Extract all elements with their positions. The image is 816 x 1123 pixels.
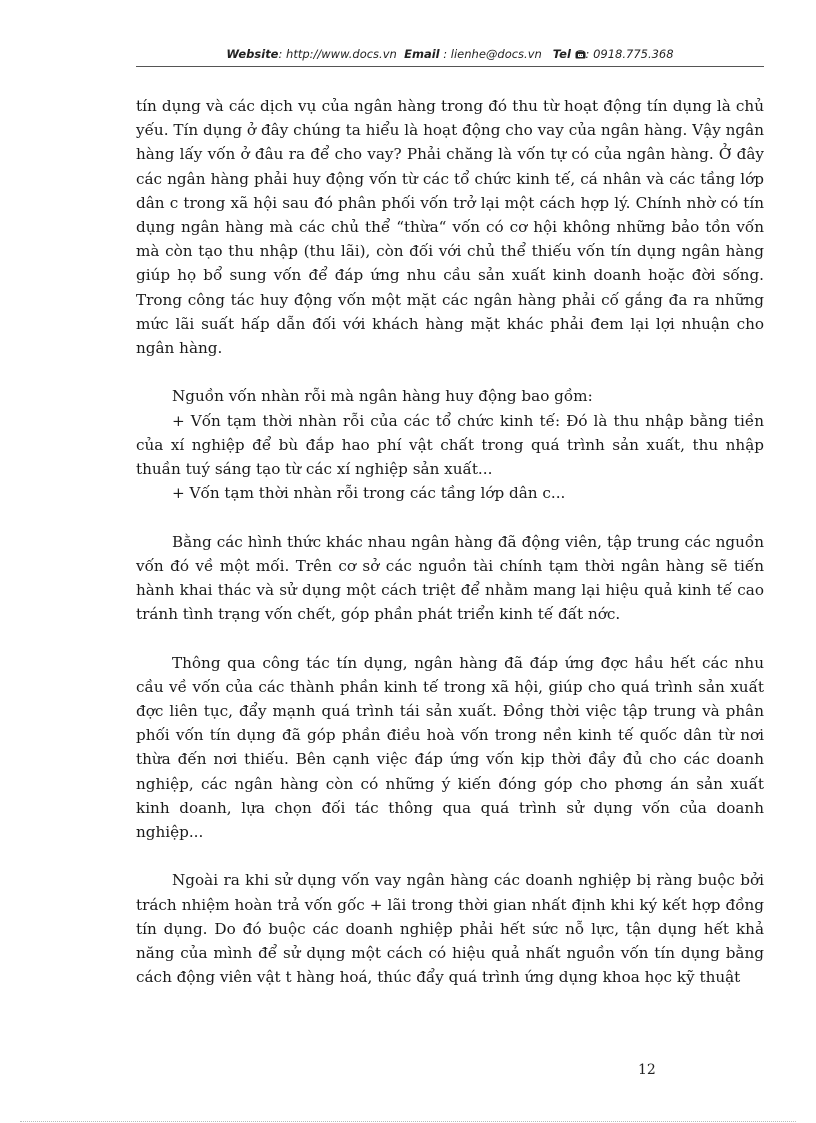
phone-icon [575, 48, 586, 62]
paragraph-1: tín dụng và các dịch vụ của ngân hàng trong đó thu từ hoạt động tín dụng là chủ yếu. Tín dụng ở đây chúng ta hiểu là hoạt động cho vay của ngân hàng. Vậy ngân hàng lấy vốn ở đâu ra để cho vay? Phải chăng là vốn tự có của ngân hàng. Ở đây các ngân hàng phải huy động vốn từ các tổ chức kinh tế, cá nhân và các tầng lớp dân c trong xã hội sau đó phân phối vốn trở lại một cách hợp lý. Chính nhờ có tín dụng ngân hàng mà các chủ thể “thừa“ vốn có cơ hội không những bảo tồn vốn mà còn tạo thu nhập (thu lãi), còn đối với chủ thể thiếu vốn tín dụng ngân hàng giúp họ bổ sung vốn để đáp ứng nhu cầu sản xuất kinh doanh hoặc đời sống. Trong công tác huy động vốn một mặt các ngân hàng phải cố gắng đa ra những mức lãi suất hấp dẫn đối với khách hàng mặt khác phải đem lại lợi nhuận cho ngân hàng. [136, 97, 764, 358]
paragraph-2: Nguồn vốn nhàn rỗi mà ngân hàng huy động bao gồm: [172, 387, 593, 406]
email-label: Email [404, 47, 440, 61]
paragraph-5: Bằng các hình thức khác nhau ngân hàng đã động viên, tập trung các nguồn vốn đó về một mối. Trên cơ sở các nguồn tài chính tạm thời ngân hàng sẽ tiến hành khai thác và sử dụng một cách triệt để nhằm mang lại hiệu quả kinh tế cao tránh tình trạng vốn chết, góp phần phát triển kinh tế đất nớc. [136, 532, 764, 624]
paragraph-3: + Vốn tạm thời nhàn rỗi của các tổ chức kinh tế: Đó là thu nhập bằng tiền của xí nghiệp để bù đắp hao phí vật chất trong quá trình sản xuất, thu nhập thuần tuý sáng tạo từ các xí nghiệp sản xuất... [136, 411, 764, 479]
page-header [136, 47, 764, 62]
page-number: 12 [638, 1062, 656, 1078]
paragraph-4: + Vốn tạm thời nhàn rỗi trong các tầng lớp dân c... [172, 484, 566, 503]
page-body [136, 94, 764, 1014]
website-value: : http://www.docs.vn [278, 47, 397, 61]
email-value: : lienhe@docs.vn [443, 47, 542, 61]
header-rule [136, 66, 764, 67]
tel-value: : 0918.775.368 [585, 47, 674, 61]
paragraph-7: Ngoài ra khi sử dụng vốn vay ngân hàng các doanh nghiệp bị ràng buộc bởi trách nhiệm hoàn trả vốn gốc + lãi trong thời gian nhất định khi ký kết hợp đồng tín dụng. Do đó buộc các doanh nghiệp phải hết sức nỗ lực, tận dụng hết khả năng của mình để sử dụng một cách có hiệu quả nhất nguồn vốn tín dụng bằng cách động viên vật t hàng hoá, thúc đẩy quá trình ứng dụng khoa học kỹ thuật [136, 871, 764, 987]
paragraph-6: Thông qua công tác tín dụng, ngân hàng đã đáp ứng đợc hầu hết các nhu cầu về vốn của các thành phần kinh tế trong xã hội, giúp cho quá trình sản xuất đợc liên tục, đẩy mạnh quá trình tái sản xuất. Đồng thời việc tập trung và phân phối vốn tín dụng đã góp phần điều hoà vốn trong nền kinh tế quốc dân từ nơi thừa đến nơi thiếu. Bên cạnh việc đáp ứng vốn kịp thời đầy đủ cho các doanh nghiệp, các ngân hàng còn có những ý kiến đóng góp cho phơng án sản xuất kinh doanh, lựa chọn đối tác thông qua quá trình sử dụng vốn của doanh nghiệp... [136, 653, 764, 842]
footer-divider [20, 1121, 796, 1122]
website-label: Website [226, 47, 279, 61]
tel-label: Tel [552, 47, 571, 61]
